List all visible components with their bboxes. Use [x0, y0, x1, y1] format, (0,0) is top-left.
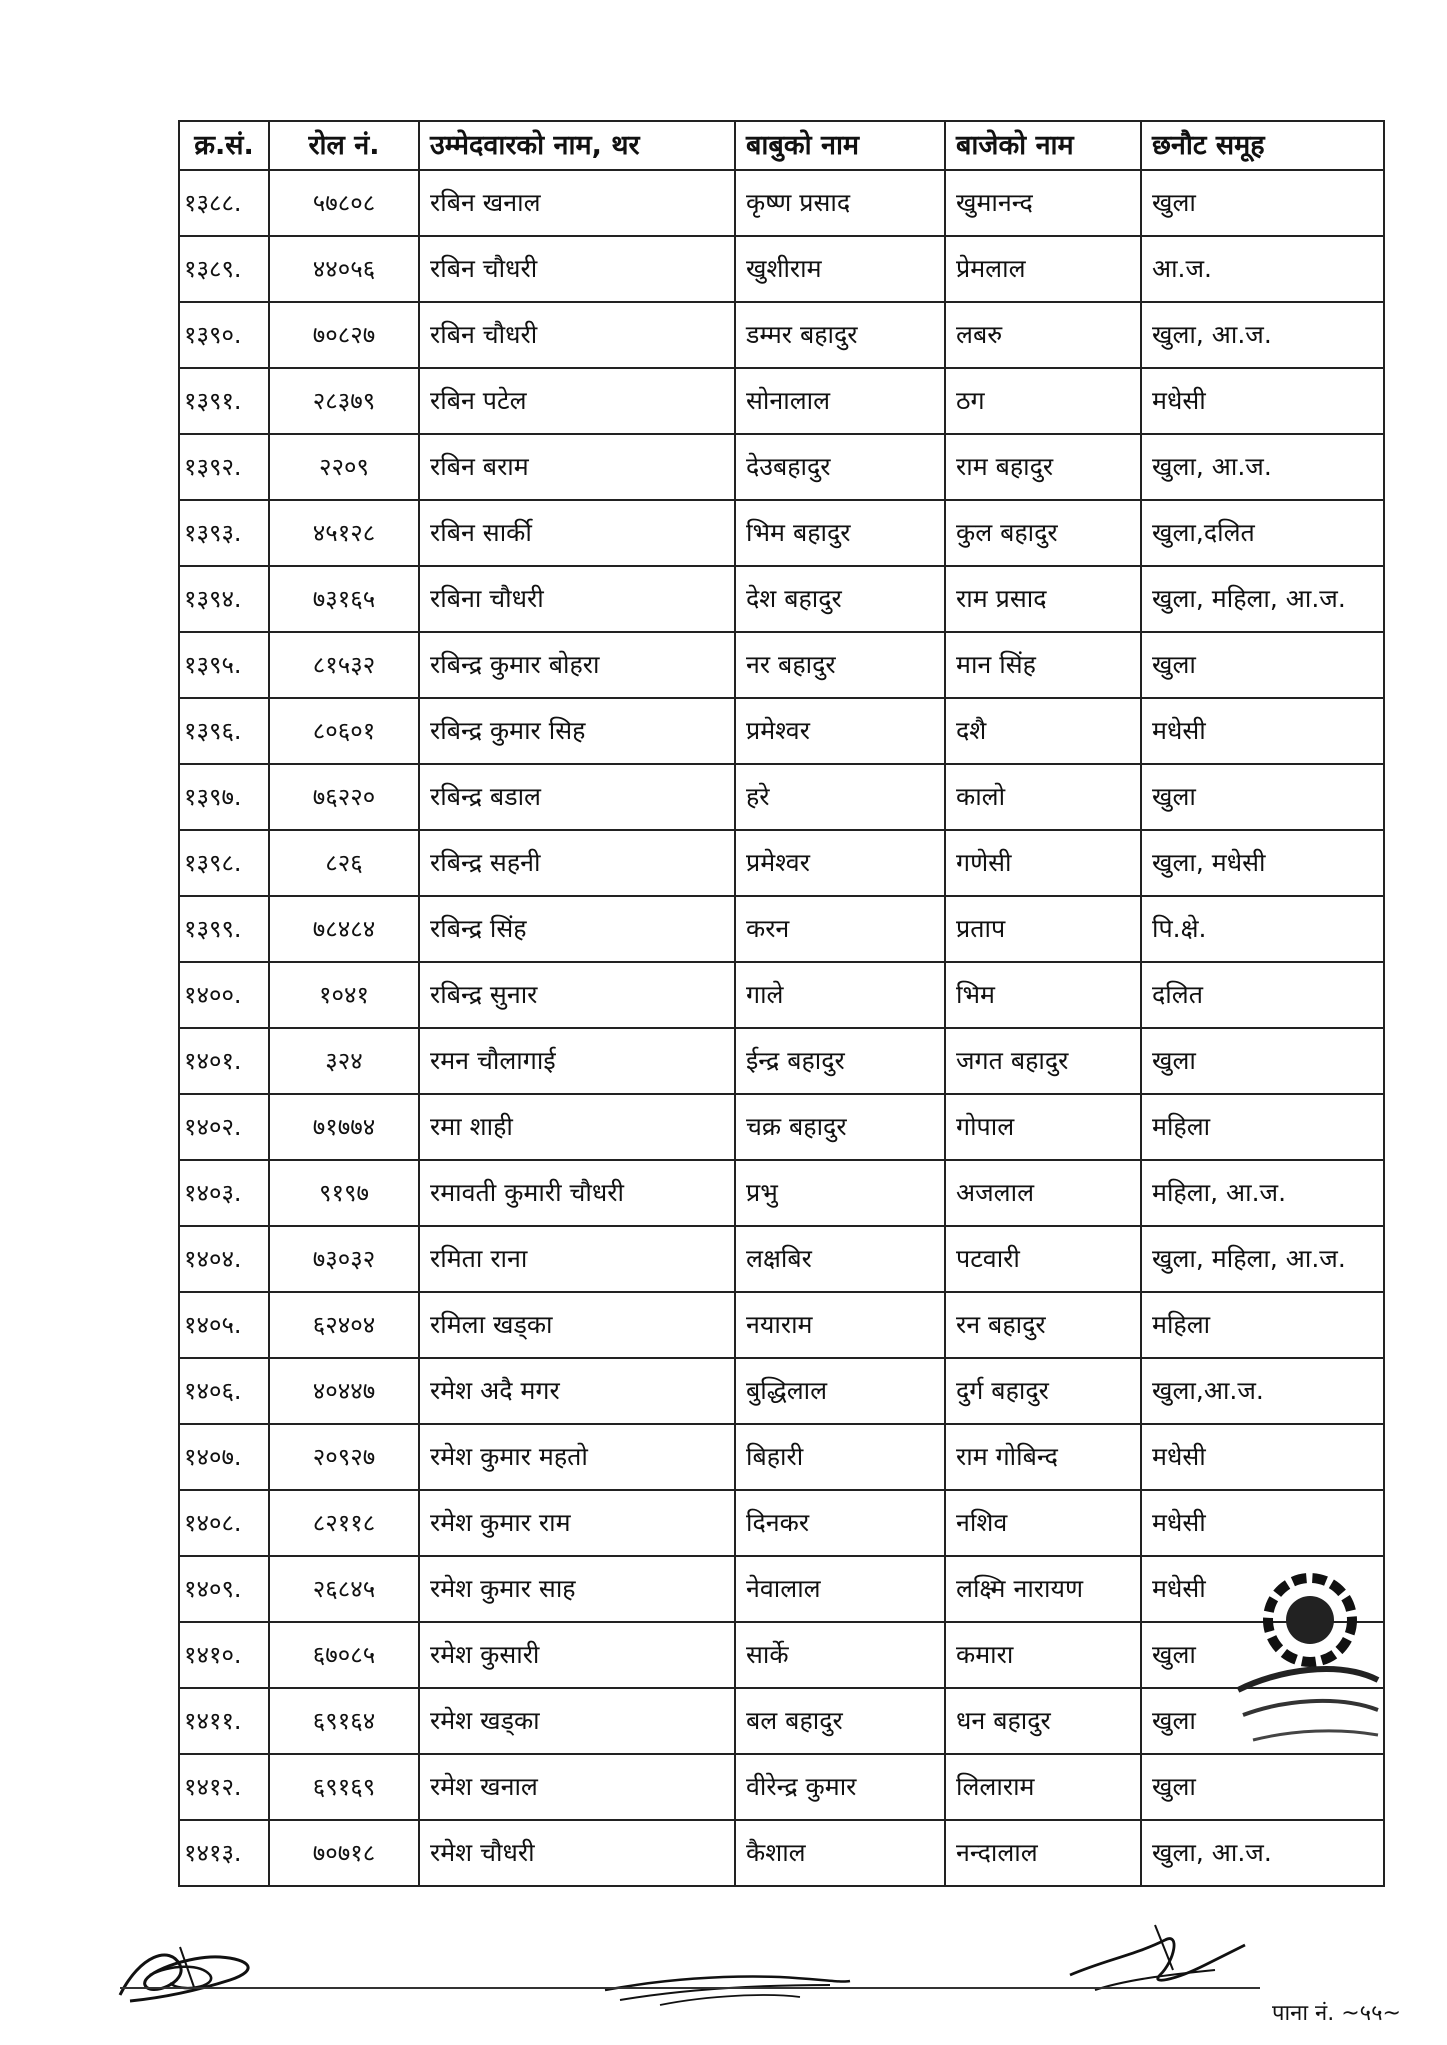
roll-number-cell: ८२६ [269, 830, 419, 896]
serial-number-cell: १४००. [179, 962, 269, 1028]
signature-left [110, 1935, 290, 2010]
candidate-name-cell: रमेश कुसारी [419, 1622, 735, 1688]
footer-rule [120, 1987, 1260, 1989]
grandfather-name-cell: पटवारी [945, 1226, 1141, 1292]
serial-number-cell: १४०७. [179, 1424, 269, 1490]
roll-number-cell: ४०४४७ [269, 1358, 419, 1424]
selection-group-cell: खुला,दलित [1141, 500, 1384, 566]
selection-group-cell: खुला [1141, 1622, 1384, 1688]
selection-group-cell: खुला, आ.ज. [1141, 434, 1384, 500]
candidate-name-cell: रबिन चौधरी [419, 236, 735, 302]
table-row [179, 1622, 1384, 1688]
selection-group-cell: खुला [1141, 1028, 1384, 1094]
serial-number-cell: १३९१. [179, 368, 269, 434]
father-name-cell: प्रमेश्वर [735, 830, 945, 896]
serial-number-cell: १३९०. [179, 302, 269, 368]
roll-number-cell: ६९१६९ [269, 1754, 419, 1820]
signature-right [1055, 1920, 1255, 2005]
selection-group-cell: खुला [1141, 764, 1384, 830]
father-name-cell: कृष्ण प्रसाद [735, 170, 945, 236]
candidate-name-cell: रमावती कुमारी चौधरी [419, 1160, 735, 1226]
father-name-cell: नर बहादुर [735, 632, 945, 698]
roll-number-cell: ७३०३२ [269, 1226, 419, 1292]
father-name-cell: दिनकर [735, 1490, 945, 1556]
header-serial: क्र.सं. [179, 121, 269, 170]
father-name-cell: नेवालाल [735, 1556, 945, 1622]
grandfather-name-cell: राम गोबिन्द [945, 1424, 1141, 1490]
roll-number-cell: २६८४५ [269, 1556, 419, 1622]
grandfather-name-cell: प्रताप [945, 896, 1141, 962]
selection-table [178, 120, 1385, 1887]
table-row [179, 896, 1384, 962]
selection-group-cell: खुला, आ.ज. [1141, 1820, 1384, 1886]
grandfather-name-cell: मान सिंह [945, 632, 1141, 698]
selection-group-cell: आ.ज. [1141, 236, 1384, 302]
table-row [179, 500, 1384, 566]
father-name-cell: कैशाल [735, 1820, 945, 1886]
grandfather-name-cell: कमारा [945, 1622, 1141, 1688]
father-name-cell: देश बहादुर [735, 566, 945, 632]
serial-number-cell: १३८८. [179, 170, 269, 236]
serial-number-cell: १३९९. [179, 896, 269, 962]
table-row [179, 1028, 1384, 1094]
serial-number-cell: १४०५. [179, 1292, 269, 1358]
grandfather-name-cell: लिलाराम [945, 1754, 1141, 1820]
table-row [179, 566, 1384, 632]
header-father-name: बाबुको नाम [735, 121, 945, 170]
header-candidate-name: उम्मेदवारको नाम, थर [419, 121, 735, 170]
roll-number-cell: ३२४ [269, 1028, 419, 1094]
table-row [179, 236, 1384, 302]
table-header-row [179, 121, 1384, 170]
serial-number-cell: १३९८. [179, 830, 269, 896]
roll-number-cell: ६२४०४ [269, 1292, 419, 1358]
father-name-cell: गाले [735, 962, 945, 1028]
table-row [179, 632, 1384, 698]
candidate-name-cell: रबिन्द्र कुमार बोहरा [419, 632, 735, 698]
roll-number-cell: ४४०५६ [269, 236, 419, 302]
grandfather-name-cell: प्रेमलाल [945, 236, 1141, 302]
header-roll: रोल नं. [269, 121, 419, 170]
roll-number-cell: ७८४८४ [269, 896, 419, 962]
header-selection-group: छनौट समूह [1141, 121, 1384, 170]
selection-group-cell: खुला,आ.ज. [1141, 1358, 1384, 1424]
official-seal [1228, 1570, 1388, 1790]
selection-group-cell: खुला [1141, 632, 1384, 698]
selection-group-cell: खुला [1141, 1688, 1384, 1754]
father-name-cell: सार्के [735, 1622, 945, 1688]
grandfather-name-cell: कुल बहादुर [945, 500, 1141, 566]
serial-number-cell: १४११. [179, 1688, 269, 1754]
grandfather-name-cell: कालो [945, 764, 1141, 830]
selection-group-cell: खुला, महिला, आ.ज. [1141, 1226, 1384, 1292]
serial-number-cell: १४०६. [179, 1358, 269, 1424]
selection-group-cell: महिला [1141, 1094, 1384, 1160]
father-name-cell: बिहारी [735, 1424, 945, 1490]
roll-number-cell: २२०९ [269, 434, 419, 500]
roll-number-cell: ८२११८ [269, 1490, 419, 1556]
father-name-cell: बल बहादुर [735, 1688, 945, 1754]
serial-number-cell: १३९३. [179, 500, 269, 566]
candidate-name-cell: रमेश खड्का [419, 1688, 735, 1754]
table-row [179, 1292, 1384, 1358]
selection-group-cell: मधेसी [1141, 698, 1384, 764]
grandfather-name-cell: लबरु [945, 302, 1141, 368]
serial-number-cell: १४०३. [179, 1160, 269, 1226]
roll-number-cell: ९१९७ [269, 1160, 419, 1226]
table-row [179, 830, 1384, 896]
grandfather-name-cell: अजलाल [945, 1160, 1141, 1226]
serial-number-cell: १४०१. [179, 1028, 269, 1094]
roll-number-cell: ५७८०८ [269, 170, 419, 236]
candidate-name-cell: रमिता राना [419, 1226, 735, 1292]
serial-number-cell: १४०९. [179, 1556, 269, 1622]
table-row [179, 1556, 1384, 1622]
candidate-name-cell: रबिन्द्र कुमार सिह [419, 698, 735, 764]
candidate-name-cell: रमा शाही [419, 1094, 735, 1160]
roll-number-cell: ६७०८५ [269, 1622, 419, 1688]
father-name-cell: चक्र बहादुर [735, 1094, 945, 1160]
grandfather-name-cell: दुर्ग बहादुर [945, 1358, 1141, 1424]
candidate-name-cell: रमेश कुमार राम [419, 1490, 735, 1556]
father-name-cell: भिम बहादुर [735, 500, 945, 566]
father-name-cell: प्रमेश्वर [735, 698, 945, 764]
serial-number-cell: १४०४. [179, 1226, 269, 1292]
candidate-name-cell: रबिन बराम [419, 434, 735, 500]
table-row [179, 170, 1384, 236]
candidate-name-cell: रमन चौलागाई [419, 1028, 735, 1094]
roll-number-cell: १०४१ [269, 962, 419, 1028]
table-row [179, 368, 1384, 434]
roll-number-cell: ७०८२७ [269, 302, 419, 368]
serial-number-cell: १३९४. [179, 566, 269, 632]
roll-number-cell: ८१५३२ [269, 632, 419, 698]
father-name-cell: देउबहादुर [735, 434, 945, 500]
candidate-name-cell: रबिन खनाल [419, 170, 735, 236]
candidate-name-cell: रबिना चौधरी [419, 566, 735, 632]
table-row [179, 764, 1384, 830]
table-body [179, 170, 1384, 1886]
selection-group-cell: खुला, मधेसी [1141, 830, 1384, 896]
serial-number-cell: १३८९. [179, 236, 269, 302]
father-name-cell: ईन्द्र बहादुर [735, 1028, 945, 1094]
roll-number-cell: ७१७७४ [269, 1094, 419, 1160]
candidate-name-cell: रमेश खनाल [419, 1754, 735, 1820]
page-number: पाना नं. ~५५~ [1271, 2001, 1401, 2026]
candidate-name-cell: रबिन्द्र सिंह [419, 896, 735, 962]
father-name-cell: करन [735, 896, 945, 962]
table-row [179, 302, 1384, 368]
header-grandfather-name: बाजेको नाम [945, 121, 1141, 170]
selection-group-cell: मधेसी [1141, 1424, 1384, 1490]
father-name-cell: बुद्धिलाल [735, 1358, 945, 1424]
table-row [179, 1820, 1384, 1886]
roll-number-cell: ४५१२८ [269, 500, 419, 566]
candidate-name-cell: रमेश कुमार साह [419, 1556, 735, 1622]
grandfather-name-cell: जगत बहादुर [945, 1028, 1141, 1094]
serial-number-cell: १४०८. [179, 1490, 269, 1556]
selection-group-cell: मधेसी [1141, 1556, 1384, 1622]
table-row [179, 1490, 1384, 1556]
selection-group-cell: महिला, आ.ज. [1141, 1160, 1384, 1226]
father-name-cell: लक्षबिर [735, 1226, 945, 1292]
table-row [179, 1160, 1384, 1226]
candidate-name-cell: रमेश कुमार महतो [419, 1424, 735, 1490]
grandfather-name-cell: लक्ष्मि नारायण [945, 1556, 1141, 1622]
selection-group-cell: महिला [1141, 1292, 1384, 1358]
grandfather-name-cell: गणेसी [945, 830, 1141, 896]
candidate-name-cell: रमिला खड्का [419, 1292, 735, 1358]
grandfather-name-cell: रन बहादुर [945, 1292, 1141, 1358]
serial-number-cell: १३९७. [179, 764, 269, 830]
roll-number-cell: २०९२७ [269, 1424, 419, 1490]
roll-number-cell: ८०६०१ [269, 698, 419, 764]
roll-number-cell: ७३१६५ [269, 566, 419, 632]
grandfather-name-cell: नशिव [945, 1490, 1141, 1556]
candidate-name-cell: रमेश अदै मगर [419, 1358, 735, 1424]
table-row [179, 698, 1384, 764]
candidate-name-cell: रबिन पटेल [419, 368, 735, 434]
serial-number-cell: १३९२. [179, 434, 269, 500]
selection-group-cell: खुला, महिला, आ.ज. [1141, 566, 1384, 632]
selection-group-cell: खुला, आ.ज. [1141, 302, 1384, 368]
roll-number-cell: ७०७१८ [269, 1820, 419, 1886]
results-sheet [178, 120, 1383, 1887]
table-row [179, 1094, 1384, 1160]
table-row [179, 1226, 1384, 1292]
father-name-cell: सोनालाल [735, 368, 945, 434]
table-row [179, 434, 1384, 500]
father-name-cell: खुशीराम [735, 236, 945, 302]
father-name-cell: वीरेन्द्र कुमार [735, 1754, 945, 1820]
grandfather-name-cell: ठग [945, 368, 1141, 434]
table-row [179, 1358, 1384, 1424]
candidate-name-cell: रमेश चौधरी [419, 1820, 735, 1886]
serial-number-cell: १३९५. [179, 632, 269, 698]
candidate-name-cell: रबिन्द्र बडाल [419, 764, 735, 830]
candidate-name-cell: रबिन चौधरी [419, 302, 735, 368]
father-name-cell: नयाराम [735, 1292, 945, 1358]
serial-number-cell: १४०२. [179, 1094, 269, 1160]
father-name-cell: हरे [735, 764, 945, 830]
grandfather-name-cell: भिम [945, 962, 1141, 1028]
roll-number-cell: २८३७९ [269, 368, 419, 434]
roll-number-cell: ७६२२० [269, 764, 419, 830]
selection-group-cell: मधेसी [1141, 368, 1384, 434]
grandfather-name-cell: राम बहादुर [945, 434, 1141, 500]
selection-group-cell: खुला [1141, 1754, 1384, 1820]
father-name-cell: प्रभु [735, 1160, 945, 1226]
grandfather-name-cell: नन्दालाल [945, 1820, 1141, 1886]
selection-group-cell: दलित [1141, 962, 1384, 1028]
selection-group-cell: खुला [1141, 170, 1384, 236]
grandfather-name-cell: धन बहादुर [945, 1688, 1141, 1754]
table-row [179, 962, 1384, 1028]
roll-number-cell: ६९१६४ [269, 1688, 419, 1754]
table-row [179, 1754, 1384, 1820]
table-row [179, 1424, 1384, 1490]
candidate-name-cell: रबिन्द्र सुनार [419, 962, 735, 1028]
grandfather-name-cell: दशै [945, 698, 1141, 764]
selection-group-cell: मधेसी [1141, 1490, 1384, 1556]
candidate-name-cell: रबिन्द्र सहनी [419, 830, 735, 896]
grandfather-name-cell: खुमानन्द [945, 170, 1141, 236]
serial-number-cell: १४१२. [179, 1754, 269, 1820]
grandfather-name-cell: राम प्रसाद [945, 566, 1141, 632]
serial-number-cell: १३९६. [179, 698, 269, 764]
serial-number-cell: १४१०. [179, 1622, 269, 1688]
selection-group-cell: पि.क्षे. [1141, 896, 1384, 962]
grandfather-name-cell: गोपाल [945, 1094, 1141, 1160]
table-row [179, 1688, 1384, 1754]
signature-middle [600, 1955, 860, 2010]
serial-number-cell: १४१३. [179, 1820, 269, 1886]
father-name-cell: डम्मर बहादुर [735, 302, 945, 368]
candidate-name-cell: रबिन सार्की [419, 500, 735, 566]
